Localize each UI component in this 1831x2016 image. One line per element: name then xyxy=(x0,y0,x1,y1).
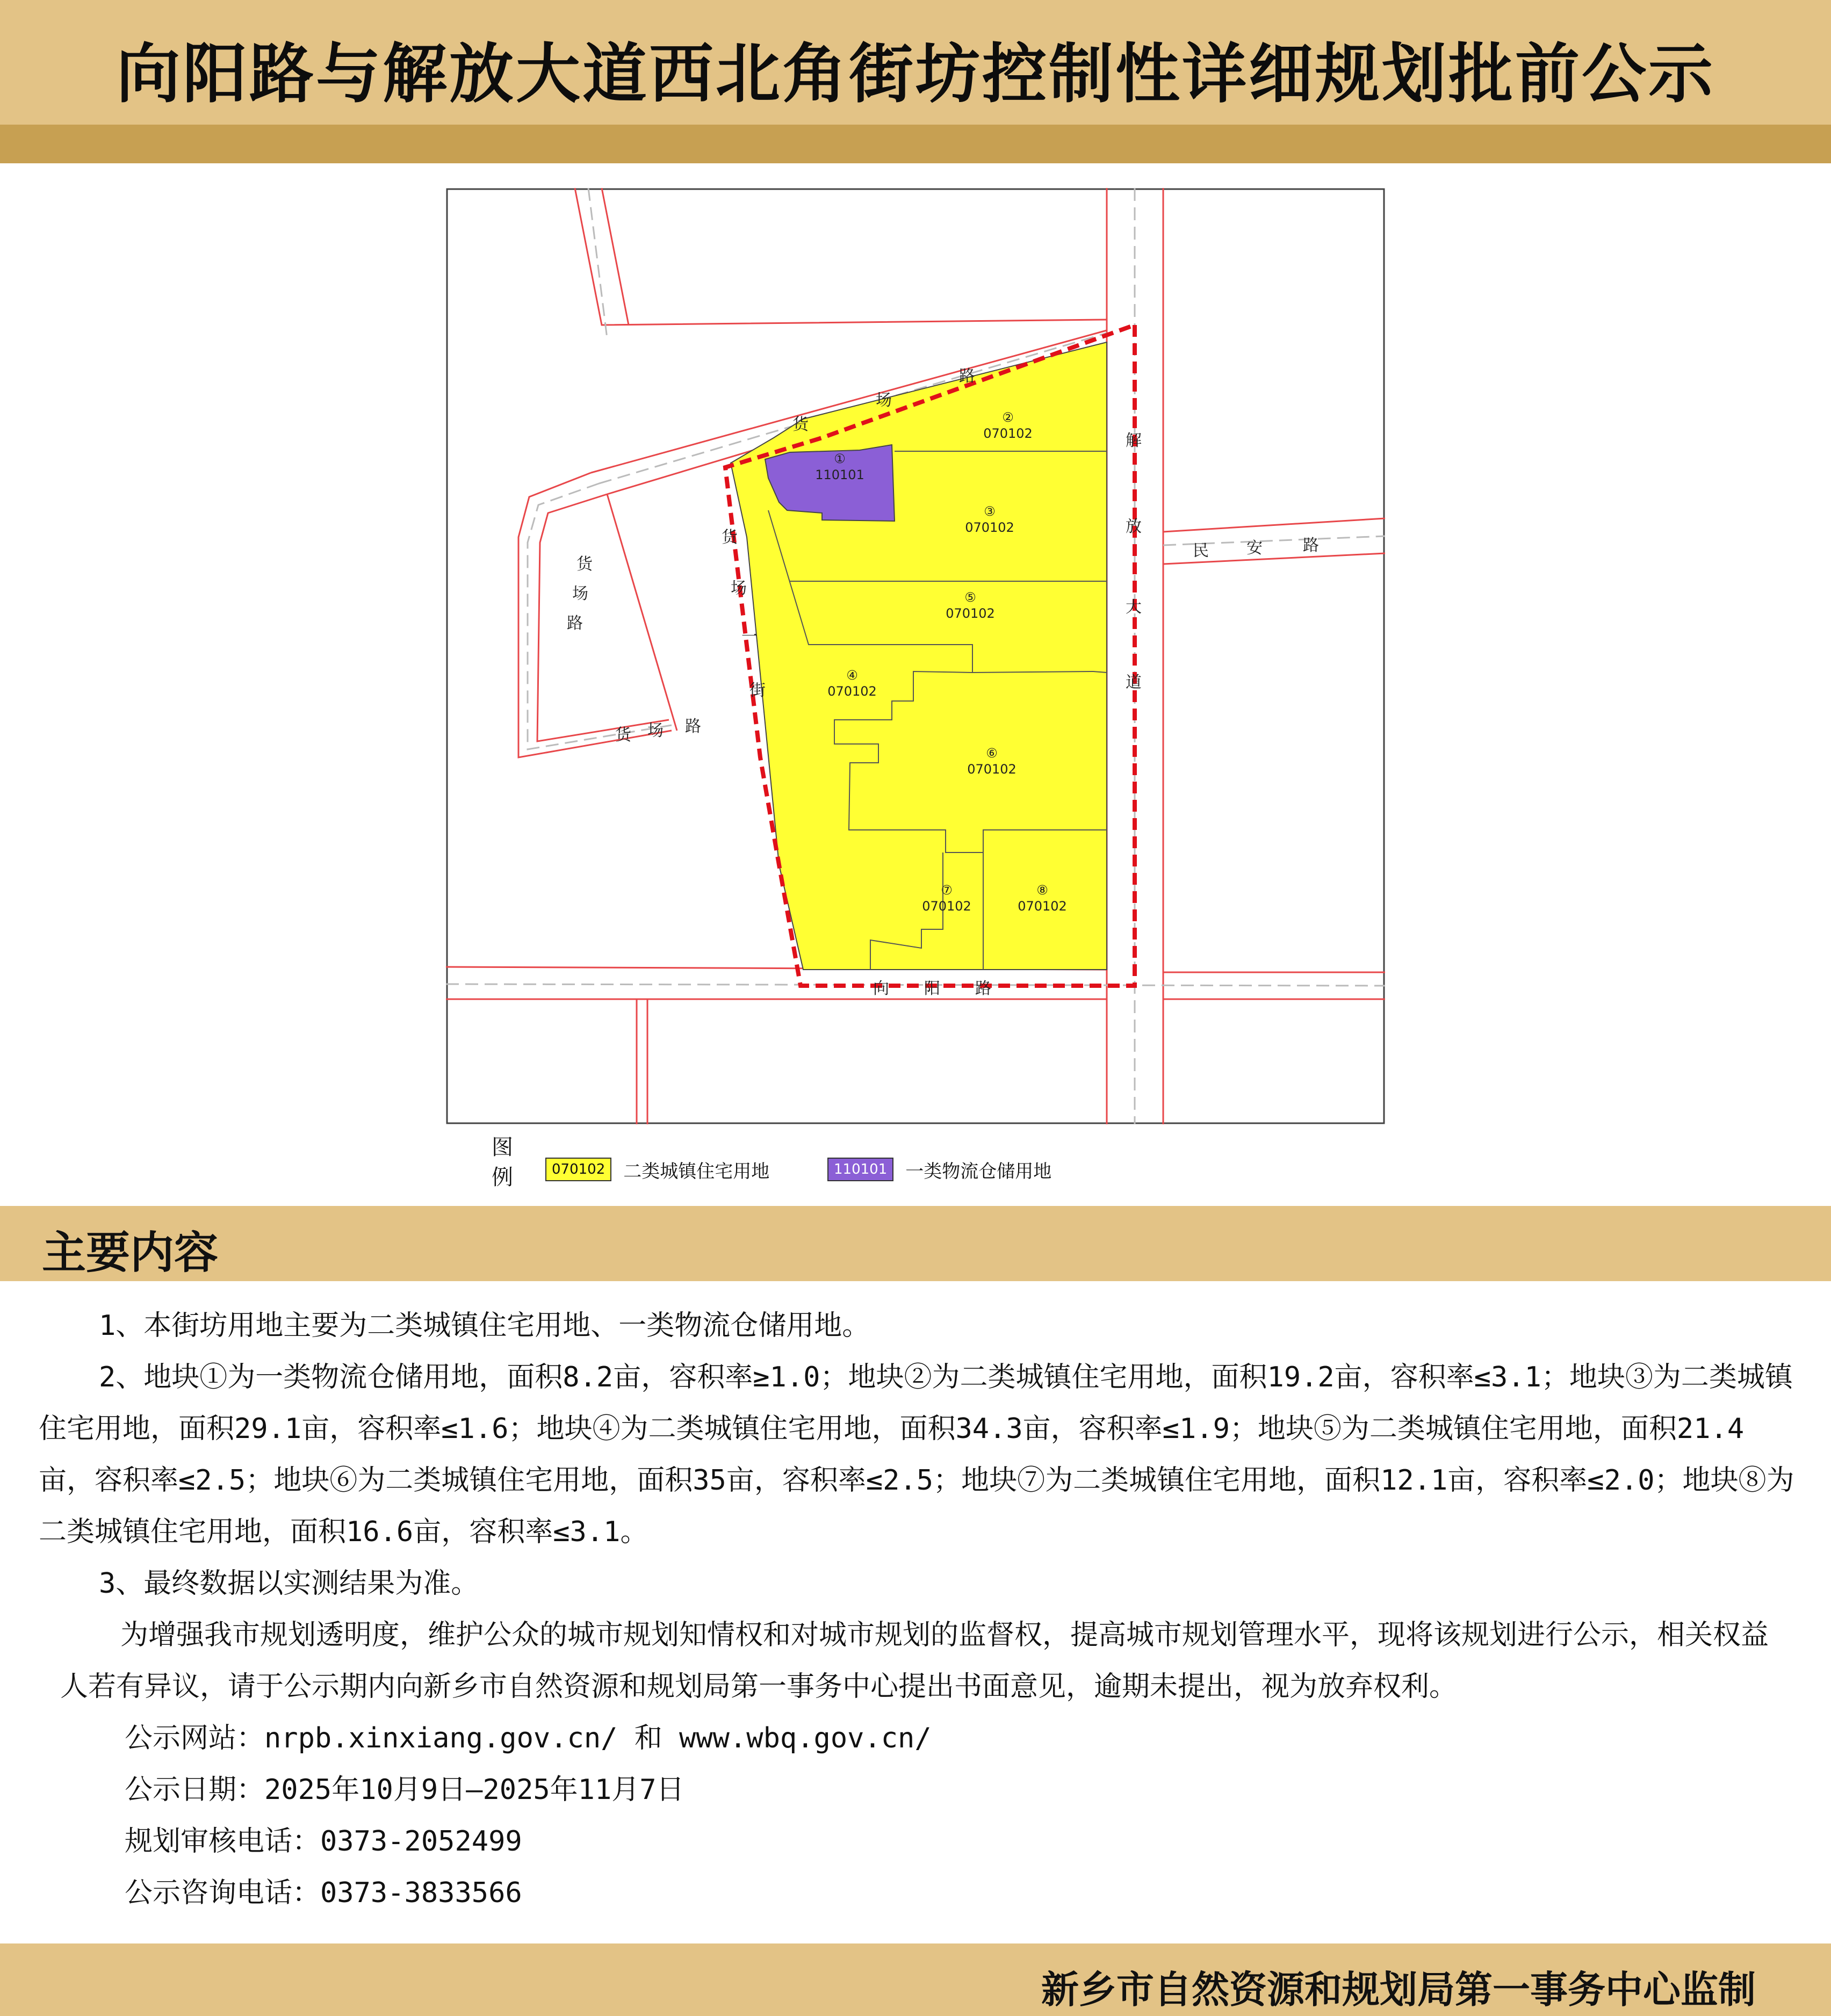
parcel-6-num: ⑥ xyxy=(986,746,998,761)
road-label-minan-2: 安 xyxy=(1246,539,1263,558)
road-label-huochang-south-1: 货 xyxy=(615,726,631,745)
legend-swatch-logistics: 110101 xyxy=(827,1158,893,1181)
road-label-minan-3: 路 xyxy=(1303,536,1319,555)
website-line: 公示网站：nrpb.xinxiang.gov.cn/ 和 www.wbq.gov.cn/ xyxy=(125,1722,932,1754)
date-line: 公示日期：2025年10月9日—2025年11月7日 xyxy=(125,1774,684,1806)
review-phone-line: 规划审核电话：0373-2052499 xyxy=(125,1825,522,1858)
road-label-yijie-2: 场 xyxy=(731,579,747,598)
section-band xyxy=(0,1206,1831,1281)
road-label-xiangyang-3: 路 xyxy=(975,979,991,998)
title-band-strip xyxy=(0,125,1831,163)
road-label-huochang-south-2: 场 xyxy=(647,721,664,740)
parcel-2-code: 070102 xyxy=(983,426,1033,441)
planning-map xyxy=(446,188,1385,1124)
parcel-5-num: ⑤ xyxy=(964,590,976,605)
road-label-huochang-west-3: 路 xyxy=(567,614,583,633)
road-label-huochang-2: 场 xyxy=(876,391,892,410)
road-label-jiefang-2: 放 xyxy=(1126,517,1142,536)
legend-item-residential xyxy=(545,1156,769,1183)
parcel-7-num: ⑦ xyxy=(941,883,953,898)
map-legend xyxy=(484,1128,1397,1203)
inquiry-phone-line: 公示咨询电话：0373-3833566 xyxy=(125,1877,522,1909)
legend-label-logistics: 一类物流仓储用地 xyxy=(905,1160,1052,1182)
parcel-2-num: ② xyxy=(1002,410,1014,425)
residential-land xyxy=(731,342,1107,970)
legend-heading xyxy=(489,1132,516,1193)
parcel-3-num: ③ xyxy=(984,504,996,519)
road-label-huochang-west-1: 货 xyxy=(576,555,593,574)
legend-swatch-residential: 070102 xyxy=(545,1158,611,1181)
section-title: 主要内容 xyxy=(42,1227,219,1278)
road-label-yijie-4: 街 xyxy=(749,681,766,700)
road-label-huochang-3: 路 xyxy=(959,367,975,386)
main-content xyxy=(39,1300,1796,1919)
parcel-8-num: ⑧ xyxy=(1036,883,1048,898)
parcel-8-code: 070102 xyxy=(1018,899,1067,914)
parcel-1-num: ① xyxy=(834,451,846,466)
parcel-4-num: ④ xyxy=(846,668,858,683)
footer-band xyxy=(0,1943,1831,2016)
road-label-xiangyang-2: 阳 xyxy=(924,979,940,998)
road-label-minan-1: 民 xyxy=(1193,541,1209,560)
legend-heading-1: 图 xyxy=(492,1135,513,1160)
parcel-1-code: 110101 xyxy=(815,467,864,482)
road-label-yijie-3: 一 xyxy=(741,627,758,646)
notice-paragraph: 为增强我市规划透明度，维护公众的城市规划知情权和对城市规划的监督权，提高城市规划管理水平，现将该规划进行公示，相关权益人若有异议，请于公示期内向新乡市自然资源和规划局第一事务中心提出书面意见，逾期未提出，视为放弃权利。 xyxy=(60,1619,1769,1703)
content-item-3: 3、最终数据以实测结果为准。 xyxy=(99,1567,479,1600)
legend-heading-2: 例 xyxy=(492,1165,513,1190)
parcel-4-code: 070102 xyxy=(827,684,877,699)
parcel-6-code: 070102 xyxy=(967,762,1017,777)
legend-label-residential: 二类城镇住宅用地 xyxy=(623,1160,770,1182)
content-item-2: 2、地块①为一类物流仓储用地，面积8.2亩，容积率≥1.0；地块②为二类城镇住宅用地，面积19.2亩，容积率≤3.1；地块③为二类城镇住宅用地，面积29.1亩，容积率≤1.6；地块④为二类城镇住宅用地，面积34.3亩，容积率≤1.9；地块⑤为二类城镇住宅用地，面积21.4亩，容积率≤2.5；地块⑥为二类城镇住宅用地，面积35亩，容积率≤2.5；地块⑦为二类城镇住宅用地，面积12.1亩，容积率≤2.0；地块⑧为二类城镇住宅用地，面积16.6亩，容积率≤3.1。 xyxy=(39,1361,1794,1548)
road-label-jiefang-4: 道 xyxy=(1126,673,1142,692)
legend-item-logistics xyxy=(827,1156,1051,1183)
parcel-shapes xyxy=(731,342,1107,970)
road-label-xiangyang-1: 向 xyxy=(873,979,889,998)
page-title: 向阳路与解放大道西北角街坊控制性详细规划批前公示 xyxy=(116,37,1715,112)
road-label-jiefang-1: 解 xyxy=(1126,431,1142,450)
road-label-huochang-1: 货 xyxy=(792,415,809,434)
planning-map-svg xyxy=(446,188,1385,1124)
parcel-3-code: 070102 xyxy=(965,520,1014,535)
parcel-5-code: 070102 xyxy=(946,606,995,621)
road-label-yijie-1: 货 xyxy=(722,528,738,547)
road-label-huochang-west-2: 场 xyxy=(572,584,588,603)
footer-org: 新乡市自然资源和规划局第一事务中心监制 xyxy=(1041,1968,1756,2012)
road-label-huochang-south-3: 路 xyxy=(685,717,701,736)
road-label-jiefang-3: 大 xyxy=(1126,598,1142,617)
content-item-1: 1、本街坊用地主要为二类城镇住宅用地、一类物流仓储用地。 xyxy=(99,1310,870,1342)
parcel-7-code: 070102 xyxy=(922,899,971,914)
